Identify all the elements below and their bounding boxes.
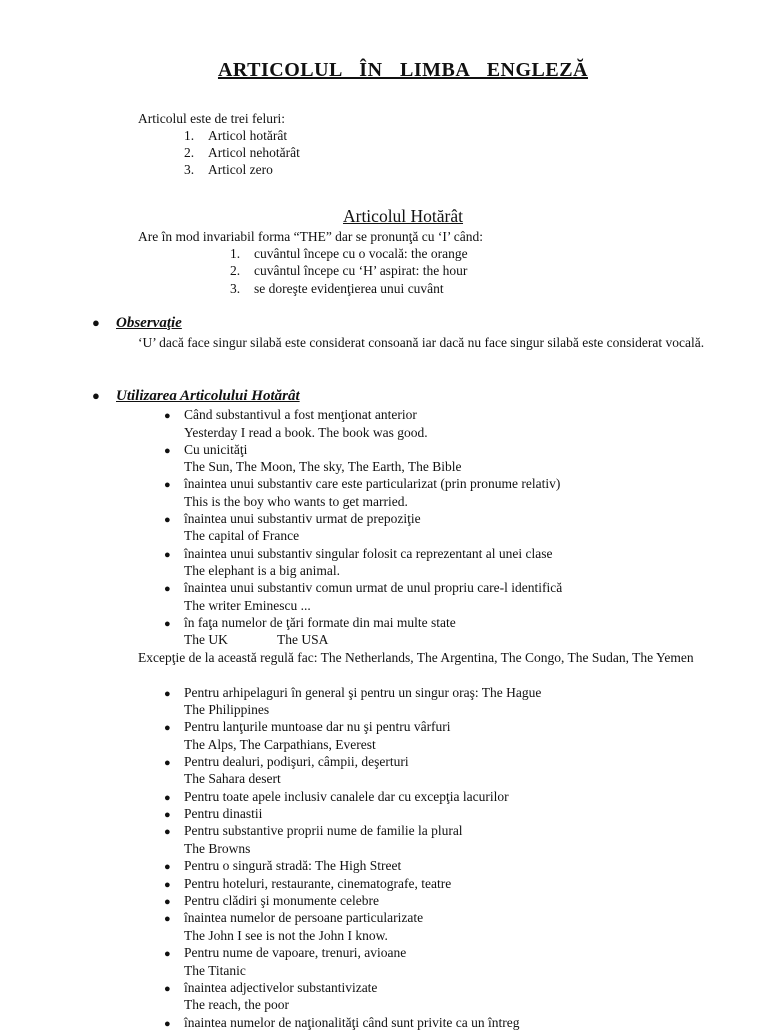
example-text: The reach, the poor: [184, 997, 289, 1012]
rule-text: înaintea numelor de naţionalităţi când sunt privite ca un întreg: [184, 1015, 520, 1030]
page-title: ARTICOLUL ÎN LIMBA ENGLEZĂ: [217, 59, 589, 81]
list-item: 3. Articol zero: [184, 162, 273, 177]
bullet-icon: ●: [164, 618, 171, 630]
list-item-text: cuvântul începe cu o vocală: the orange: [254, 246, 468, 261]
rule-text: Pentru arhipelaguri în general şi pentru un singur oraş: The Hague: [184, 685, 542, 700]
rule-text: Pentru nume de vapoare, trenuri, avioane: [184, 945, 407, 960]
rule-text: Pentru substantive proprii nume de familie la plural: [184, 823, 463, 838]
bullet-icon: ●: [164, 826, 171, 838]
bullet-icon: ●: [164, 410, 171, 422]
rule-text: Când substantivul a fost menţionat anterior: [184, 407, 417, 422]
example-text: The Browns: [184, 841, 251, 856]
rule-text: Pentru dinastii: [184, 806, 263, 821]
observatie-text: ‘U’ dacă face singur silabă este considerat consoană iar dacă nu face singur silabă este considerat vocală.: [138, 335, 705, 350]
section-heading-observatie: [92, 314, 182, 332]
bullet-icon: ●: [164, 583, 171, 595]
list-item: [164, 718, 451, 737]
hotarat-text: Are în mod invariabil forma “THE” dar se pronunţă cu ‘I’ când:: [138, 229, 483, 244]
bullet-icon: ●: [164, 549, 171, 561]
rule-text: Pentru o singură stradă: The High Street: [184, 858, 402, 873]
example-text: The Philippines: [184, 702, 270, 717]
heading-text: Observaţie: [116, 315, 182, 331]
list-item: [164, 857, 401, 876]
example-text: The capital of France: [184, 528, 300, 543]
example-text: Yesterday I read a book. The book was good.: [184, 425, 428, 440]
example-text: The Sahara desert: [184, 771, 281, 786]
section-heading-utilizarea: [92, 387, 300, 405]
bullet-icon: ●: [164, 722, 171, 734]
example-text: The John I see is not the John I know.: [184, 928, 388, 943]
bullet-icon: ●: [164, 913, 171, 925]
list-item-text: Articol nehotărât: [208, 145, 300, 160]
bullet-icon: ●: [164, 688, 171, 700]
bullet-icon: ●: [164, 445, 171, 457]
rule-text: Pentru dealuri, podişuri, câmpii, deşerturi: [184, 754, 409, 769]
rule-text: înaintea unui substantiv comun urmat de unul propriu care-l identifică: [184, 580, 563, 595]
list-item-text: se doreşte evidenţierea unui cuvânt: [254, 281, 444, 296]
bullet-icon: ●: [164, 792, 171, 804]
example-text: The UK: [184, 632, 228, 647]
rule-text: înaintea unui substantiv care este particularizat (prin pronume relativ): [184, 476, 561, 491]
list-item: 2. cuvântul începe cu ‘H’ aspirat: the hour: [230, 263, 468, 278]
rule-text: Pentru clădiri şi monumente celebre: [184, 893, 379, 908]
rule-text: Cu unicităţi: [184, 442, 248, 457]
list-item: [164, 944, 406, 963]
rule-text: Pentru hoteluri, restaurante, cinematografe, teatre: [184, 876, 452, 891]
list-item: 1. Articol hotărât: [184, 128, 288, 143]
list-item: 1. cuvântul începe cu o vocală: the orange: [230, 246, 468, 261]
rule-text: înaintea numelor de persoane particularizate: [184, 910, 424, 925]
list-item: 3. se doreşte evidenţierea unui cuvânt: [230, 281, 444, 296]
example-text: The Titanic: [184, 963, 246, 978]
example-text: This is the boy who wants to get married.: [184, 494, 408, 509]
example-text: The elephant is a big animal.: [184, 563, 340, 578]
bullet-icon: ●: [164, 479, 171, 491]
rule-text: înaintea unui substantiv urmat de prepoziţie: [184, 511, 421, 526]
exceptie-text: Excepţie de la această regulă fac: The Netherlands, The Argentina, The Congo, The Sudan, The Yemen: [138, 650, 694, 665]
bullet-icon: ●: [92, 315, 100, 330]
bullet-icon: ●: [164, 514, 171, 526]
list-item: [164, 406, 417, 425]
heading-text: Utilizarea Articolului Hotărât: [116, 388, 300, 404]
list-item: [164, 822, 463, 841]
list-item: [164, 475, 560, 494]
bullet-icon: ●: [164, 896, 171, 908]
rule-text: Pentru toate apele inclusiv canalele dar cu excepţia lacurilor: [184, 789, 509, 804]
rule-text: în faţa numelor de ţări formate din mai multe state: [184, 615, 456, 630]
list-item-text: cuvântul începe cu ‘H’ aspirat: the hour: [254, 263, 468, 278]
rule-text: Pentru lanţurile muntoase dar nu şi pentru vârfuri: [184, 719, 451, 734]
bullet-icon: ●: [164, 948, 171, 960]
list-item: [164, 579, 562, 598]
bullet-icon: ●: [92, 388, 100, 403]
bullet-icon: ●: [164, 757, 171, 769]
bullet-icon: ●: [164, 879, 171, 891]
intro-text: Articolul este de trei feluri:: [138, 111, 285, 126]
list-item: 2. Articol nehotărât: [184, 145, 300, 160]
bullet-icon: ●: [164, 861, 171, 873]
list-item-text: Articol hotărât: [208, 128, 288, 143]
bullet-icon: ●: [164, 809, 171, 821]
list-item-text: Articol zero: [208, 162, 273, 177]
list-item: [164, 909, 423, 928]
bullet-icon: ●: [164, 1018, 171, 1030]
example-text: The Alps, The Carpathians, Everest: [184, 737, 376, 752]
example-text: The Sun, The Moon, The sky, The Earth, The Bible: [184, 459, 462, 474]
example-text: The writer Eminescu ...: [184, 598, 311, 613]
rule-text: înaintea adjectivelor substantivizate: [184, 980, 378, 995]
example-text: The USA: [277, 632, 329, 647]
rule-text: înaintea unui substantiv singular folosit ca reprezentant al unei clase: [184, 546, 553, 561]
bullet-icon: ●: [164, 983, 171, 995]
section-heading-hotarat: Articolul Hotărât: [342, 206, 464, 226]
